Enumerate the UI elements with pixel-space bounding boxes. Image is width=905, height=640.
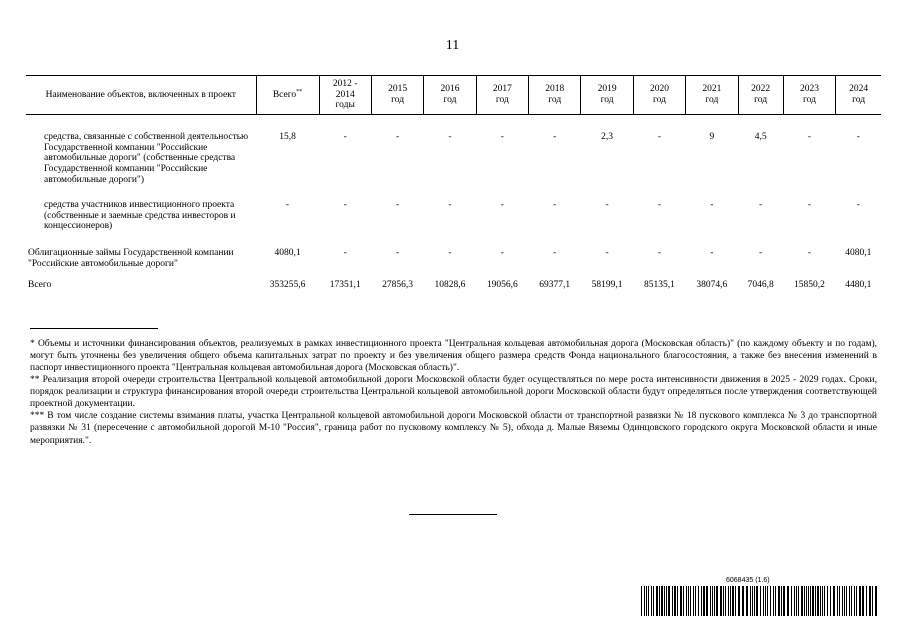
barcode-bar [698, 586, 699, 616]
barcode-bar [653, 586, 654, 616]
table-row [26, 280, 881, 291]
column-header-text: 2017 [492, 84, 512, 95]
column-header-text: 2018 [545, 84, 565, 95]
column-header-total: Всего** [256, 76, 319, 115]
table-header-row [26, 76, 881, 115]
barcode-bar [644, 586, 645, 616]
table-cell: - [343, 248, 347, 258]
barcode-bar [656, 586, 658, 616]
barcode-bar [674, 586, 676, 616]
table-cell: - [448, 248, 452, 258]
table-cell: 15,8 [279, 132, 296, 142]
barcode-bar [808, 586, 809, 616]
column-header-text: 2012 - [332, 79, 358, 90]
table-cell: 19056,6 [486, 280, 518, 291]
table-cell: - [710, 248, 714, 258]
table-cell: 15850,2 [794, 280, 825, 291]
table-cell: - [759, 200, 763, 211]
column-header-year [633, 76, 685, 115]
barcode-bar [775, 586, 776, 616]
table-cell: 4480,1 [845, 280, 872, 291]
barcode-bar [742, 586, 744, 616]
table-cell: 85135,1 [644, 280, 675, 291]
table-cell: - [343, 200, 347, 211]
barcode-bar [693, 586, 694, 616]
barcode-bar [750, 586, 751, 616]
barcode-bar [720, 586, 722, 616]
barcode-bar [875, 586, 877, 616]
barcode-bar [849, 586, 850, 616]
barcode-bar [824, 586, 825, 616]
barcode-bar [714, 586, 715, 616]
barcode-bar [706, 586, 708, 616]
barcode-bar [666, 586, 667, 616]
footnote: ** Реализация второй очереди строительства Центральной кольцевой автомобильной дороги Московской области будет осуществляться по мере роста интенсивности движения в 2025 - 2029 годах. Сроки, порядок реализации и структура финансирования второй очереди строительства Центральной кольцевой автомобильной дороги Московской области будут определяться после утверждения соответствующей проектной документации. [30, 375, 877, 410]
table-cell: - [553, 132, 557, 142]
table-row [26, 200, 881, 232]
table-cell: 7046,8 [747, 280, 774, 291]
barcode-bar [756, 586, 758, 616]
barcode-bar [765, 586, 766, 616]
table-cell: - [657, 132, 662, 142]
table-cell: - [807, 200, 812, 211]
barcode-bar [680, 586, 682, 616]
column-header-text: 2023 [799, 84, 819, 95]
table-cell: 38074,6 [696, 280, 728, 291]
column-header-text: год [802, 95, 816, 105]
table-row [26, 132, 881, 185]
table-cell: 353255,6 [269, 280, 306, 291]
footnotes [30, 338, 877, 447]
footnote-separator [30, 328, 158, 329]
table-cell: - [343, 132, 347, 142]
table-cell: - [500, 132, 504, 142]
barcode-bar [677, 586, 678, 616]
barcode-bar [804, 586, 805, 616]
column-header-year [424, 76, 476, 115]
barcode-bar [866, 586, 867, 616]
table-cell: - [395, 132, 400, 142]
barcode-bar [801, 586, 803, 616]
barcode-bar [872, 586, 873, 616]
table-cell: - [500, 200, 504, 211]
table-cell: - [448, 200, 452, 211]
column-header-text: год [391, 95, 405, 105]
table-cell: - [605, 248, 609, 258]
column-header-text: 2019 [597, 84, 617, 95]
end-rule [409, 514, 497, 515]
barcode-bar [730, 586, 731, 616]
table-cell: - [553, 248, 557, 258]
barcode-bar [773, 586, 774, 616]
barcode-bar [794, 586, 795, 616]
barcode-bar [752, 586, 753, 616]
table-cell: 4080,1 [274, 248, 301, 258]
column-header-text: год [705, 95, 719, 105]
page-number: 11 [445, 38, 460, 53]
column-header-name: Наименование объектов, включенных в проект [26, 76, 256, 115]
barcode-bar [760, 586, 761, 616]
barcode-image [640, 586, 880, 616]
table-cell: - [856, 132, 860, 142]
table-cell: 58199,1 [591, 280, 623, 291]
table-cell: - [285, 200, 290, 211]
column-header-year [529, 76, 581, 115]
barcode-bar [798, 586, 799, 616]
column-header-text: 2015 [388, 84, 408, 95]
barcode-bar [651, 586, 652, 616]
barcode-bar [869, 586, 871, 616]
column-header-text: 2024 [849, 84, 869, 95]
barcode-bar [827, 586, 828, 616]
barcode-bar [701, 586, 702, 616]
barcode-bar [796, 586, 797, 616]
barcode-bar [812, 586, 814, 616]
column-header-year [686, 76, 738, 115]
table-cell: - [395, 248, 400, 258]
barcode-bar [735, 586, 736, 616]
barcode-bar [688, 586, 689, 616]
barcode-bar [686, 586, 687, 616]
column-header-text: год [443, 95, 457, 105]
barcode-bar [810, 586, 811, 616]
barcode-bar [763, 586, 764, 616]
barcode-bar [690, 586, 691, 616]
column-header-year [319, 76, 371, 115]
table-cell: - [395, 200, 400, 211]
footnote: * Объемы и источники финансирования объектов, реализуемых в рамках инвестиционного проекта "Центральная кольцевая автомобильная дорога (Московская область)" (по каждому объекту и по годам), могут быть уточнены без увеличения общего объема капитальных затрат по проекту и без увеличения общего размера средств Фонда национального благосостояния, а также без внесения изменений в паспорт инвестиционного проекта "Центральная кольцевая автомобильная дорога (Московская область)". [30, 339, 877, 374]
column-header-text: 2022 [751, 84, 771, 95]
row-label: средства, связанные с собственной деятельностью Государственной компании "Российские автомобильные дороги" (собственные средства Государственной компании "Российские автомобильные дороги") [44, 132, 249, 185]
column-header-text: год [495, 95, 509, 105]
barcode-bar [844, 586, 845, 616]
barcode-bar [754, 586, 755, 616]
table-cell: 9 [709, 132, 715, 142]
table-cell: 27856,3 [382, 280, 413, 291]
barcode-bar [716, 586, 718, 616]
row-label: Облигационные займы Государственной компании "Российские автомобильные дороги" [28, 248, 234, 269]
financing-table [26, 75, 881, 291]
barcode-bar [703, 586, 705, 616]
column-header-text: год [548, 95, 562, 105]
barcode-bar [851, 586, 852, 616]
barcode-bar [846, 586, 847, 616]
column-header-year [371, 76, 423, 115]
barcode-bar [833, 586, 835, 616]
barcode-bar [641, 586, 642, 616]
barcode-bar [712, 586, 713, 616]
column-header-text: 2021 [702, 84, 722, 95]
barcode-bar [767, 586, 768, 616]
barcode-bar [854, 586, 855, 616]
barcode-bar [817, 586, 819, 616]
table-cell: 17351,1 [329, 280, 361, 291]
table-cell: 2,3 [601, 132, 613, 142]
column-header-text: год [652, 95, 666, 105]
barcode-bar [770, 586, 771, 616]
barcode-bar [822, 586, 823, 616]
column-header-text: 2014 [335, 89, 355, 100]
column-header-year [836, 76, 881, 115]
barcode-bar [815, 586, 816, 616]
barcode-bar [806, 586, 807, 616]
table-cell: - [759, 248, 763, 258]
table-cell: - [856, 200, 860, 211]
barcode-bar [856, 586, 857, 616]
column-header-text: годы [335, 100, 355, 111]
barcode-bar [738, 586, 740, 616]
barcode-bar [668, 586, 670, 616]
barcode-bar [837, 586, 838, 616]
barcode-bar [646, 586, 647, 616]
column-header-text: 2020 [649, 84, 669, 95]
barcode-bar [859, 586, 861, 616]
barcode-bar [783, 586, 785, 616]
column-header-text: год [852, 95, 866, 105]
barcode-bar [842, 586, 843, 616]
table-cell: 4080,1 [845, 248, 872, 258]
table-cell: - [807, 248, 812, 258]
column-header-year [738, 76, 783, 115]
table-row [26, 248, 881, 269]
barcode-bar [683, 586, 684, 616]
barcode-bar [710, 586, 711, 616]
barcode-bar [725, 586, 726, 616]
barcode-bar [839, 586, 840, 616]
row-label: средства участников инвестиционного проекта (собственные и заемные средства инвесторов и концессионеров) [44, 200, 236, 232]
column-header-year [476, 76, 528, 115]
barcode-bar [672, 586, 673, 616]
table-cell: - [657, 248, 662, 258]
column-header-text: год [600, 95, 614, 105]
barcode-bar [862, 586, 864, 616]
table-cell: - [500, 248, 504, 258]
barcode-bar [661, 586, 663, 616]
barcode-bar [787, 586, 789, 616]
document-code: 6068435 (1.6) [726, 577, 770, 584]
table-cell: 4,5 [754, 132, 767, 142]
row-label: Всего [28, 280, 52, 291]
table-cell: - [605, 200, 609, 211]
barcode-bar [659, 586, 660, 616]
column-header-year [581, 76, 633, 115]
barcode-bar [664, 586, 665, 616]
table-cell: - [657, 200, 662, 211]
barcode-bar [746, 586, 748, 616]
barcode-bar [723, 586, 724, 616]
table-cell: - [553, 200, 557, 211]
barcode-bar [820, 586, 821, 616]
barcode-bar [830, 586, 831, 616]
barcode-bar [781, 586, 782, 616]
barcode-bar [695, 586, 696, 616]
barcode-bar [728, 586, 729, 616]
table-cell: - [710, 200, 714, 211]
barcode-bar [778, 586, 780, 616]
footnote: *** В том числе создание системы взимания платы, участка Центральной кольцевой автомобильной дороги Московской области от транспортной развязки № 18 пускового комплекса № 3 до транспортной развязки № 31 (пересечение с автомобильной дорогой М-10 "Россия", граница работ по пусковому комплексу № 5), обхода д. Малые Вяземы Одинцовского городского округа Московской области и иные мероприятия.". [30, 411, 877, 446]
table-cell: 69377,1 [539, 280, 571, 291]
table-body [26, 115, 881, 291]
barcode-bar [791, 586, 792, 616]
table-cell: - [448, 132, 452, 142]
barcode-bar [648, 586, 649, 616]
column-header-year [783, 76, 835, 115]
table-cell: 10828,6 [434, 280, 466, 291]
table-cell: - [807, 132, 812, 142]
column-header-text: год [754, 95, 768, 105]
barcode-bar [732, 586, 734, 616]
column-header-text: 2016 [440, 84, 460, 95]
